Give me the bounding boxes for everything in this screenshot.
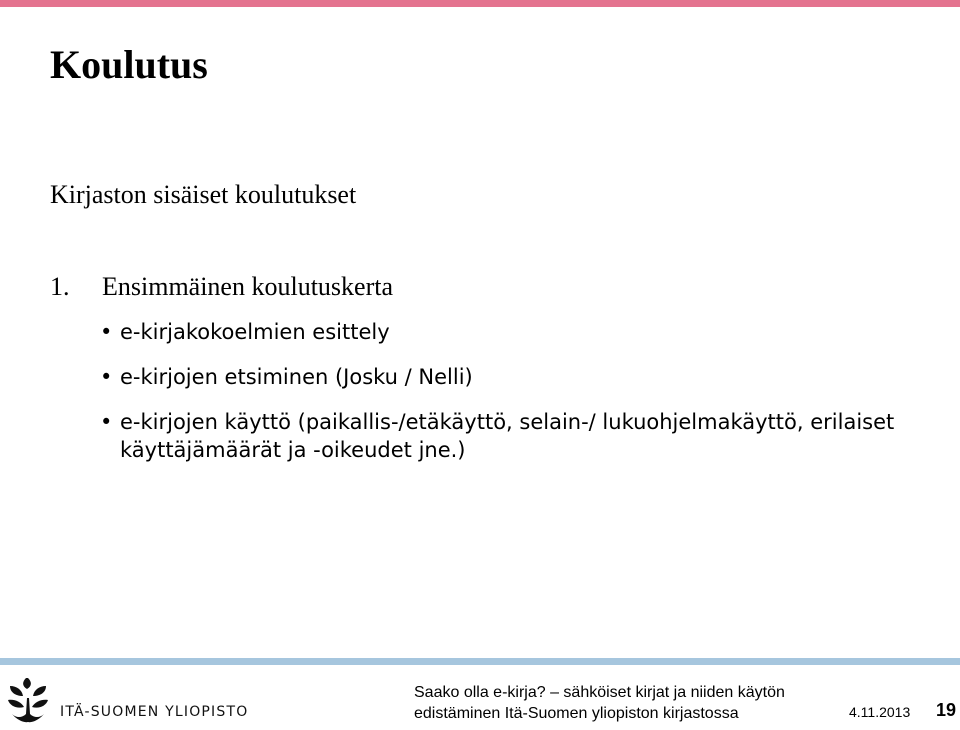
footer-presentation-title bbox=[414, 682, 785, 724]
bullet-item bbox=[100, 408, 920, 464]
bullet-icon: • bbox=[100, 320, 113, 344]
item-text: Ensimmäinen koulutuskerta bbox=[102, 272, 394, 301]
bullet-icon: • bbox=[100, 410, 113, 434]
slide-title: Koulutus bbox=[50, 42, 208, 87]
bullet-icon: • bbox=[100, 365, 113, 389]
bullet-item bbox=[100, 363, 920, 391]
item-number: 1. bbox=[50, 272, 70, 301]
bullet-list bbox=[100, 318, 920, 481]
footer-line: edistäminen Itä-Suomen yliopiston kirjastossa bbox=[414, 705, 739, 722]
bullet-text: e-kirjojen käyttö (paikallis-/etäkäyttö, selain-/ lukuohjelmakäyttö, erilaiset käyttäjämäärät ja -oikeudet jne.) bbox=[120, 410, 895, 462]
top-accent-rule bbox=[0, 0, 960, 7]
footer-line: Saako olla e-kirja? – sähköiset kirjat ja niiden käytön bbox=[414, 684, 785, 701]
university-name: ITÄ-SUOMEN YLIOPISTO bbox=[60, 704, 249, 720]
bullet-item bbox=[100, 318, 920, 346]
bullet-text: e-kirjakokoelmien esittely bbox=[120, 320, 390, 344]
numbered-item bbox=[50, 270, 393, 304]
page-number: 19 bbox=[936, 700, 957, 720]
bullet-text: e-kirjojen etsiminen (Josku / Nelli) bbox=[120, 365, 473, 389]
uef-tree-logo-icon bbox=[6, 676, 50, 724]
bottom-accent-rule bbox=[0, 658, 960, 665]
footer-date: 4.11.2013 bbox=[849, 704, 911, 720]
slide-subtitle: Kirjaston sisäiset koulutukset bbox=[50, 180, 357, 209]
